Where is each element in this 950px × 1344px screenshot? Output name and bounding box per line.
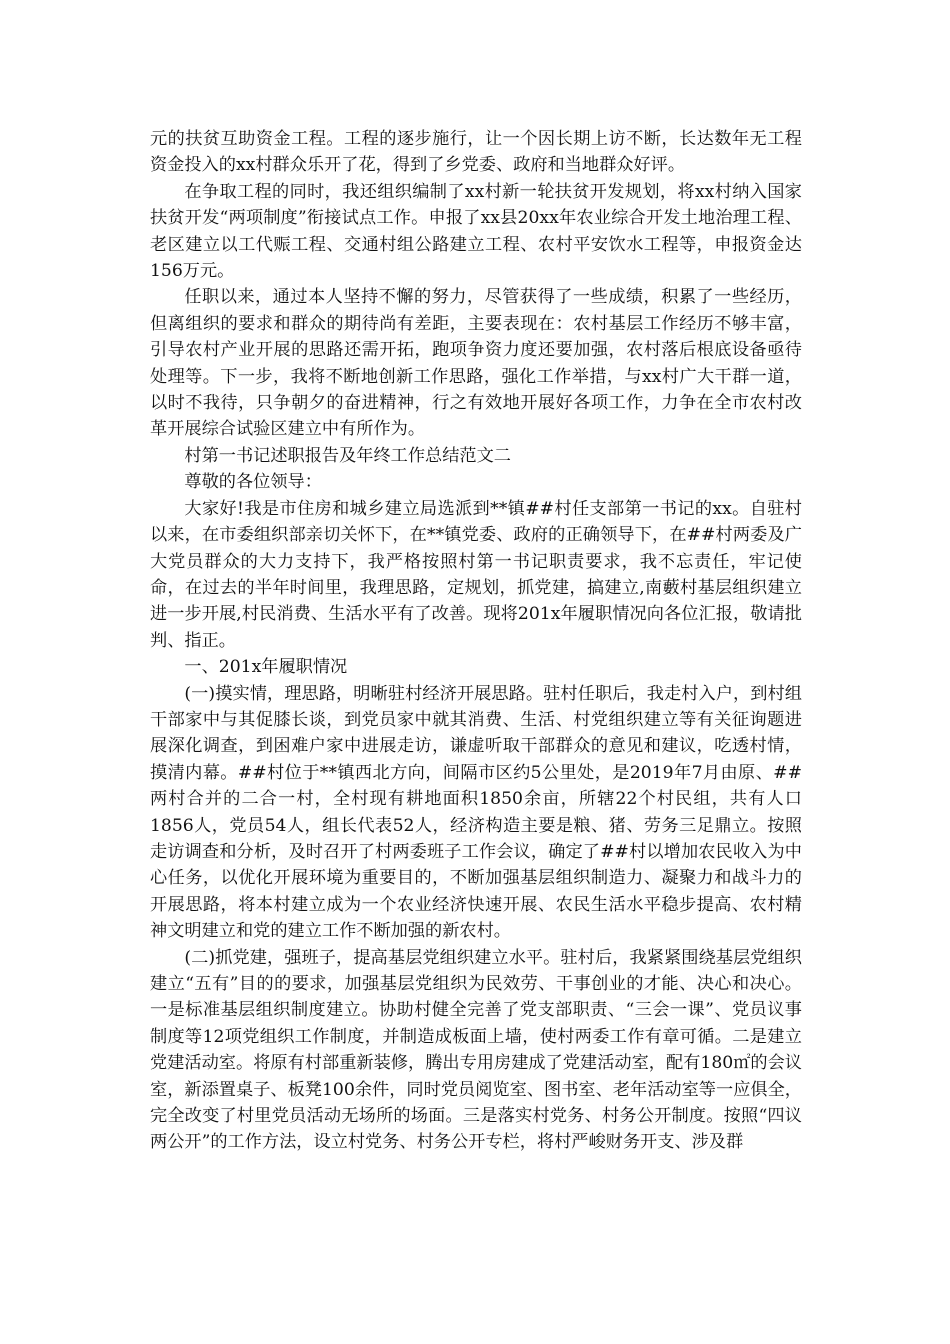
paragraph-item-1: (一)摸实情，理思路，明晰驻村经济开展思路。驻村任职后，我走村入户，到村组干部家中与其促膝长谈，到党员家中就其消费、生活、村党组织建立等有关征询题进展深化调查，到困难户家中进展走访，谦虚听取干部群众的意见和建议，吃透村情，摸清内幕。##村位于**镇西北方向，间隔市区约5公里处，是2019年7月由原、##两村合并的二合一村，全村现有耕地面积1850余亩，所辖22个村民组，共有人口1856人，党员54人，组长代表52人，经济构造主要是粮、猪、劳务三足鼎立。按照走访调查和分析，及时召开了村两委班子工作会议，确定了##村以增加农民收入为中心任务，以优化开展环境为重要目的，不断加强基层组织制造力、凝聚力和战斗力的开展思路，将本村建立成为一个农业经济快速开展、农民生活水平稳步提高、农村精神文明建立和党的建立工作不断加强的新农村。 [150,683,802,942]
paragraph-3: 任职以来，通过本人坚持不懈的努力，尽管获得了一些成绩，积累了一些经历，但离组织的要求和群众的期待尚有差距，主要表现在：农村基层工作经历不够丰富，引导农村产业开展的思路还需开拓，跑项争资力度还要加强，农村落后根底设备亟待处理等。下一步，我将不断地创新工作思路，强化工作举措，与xx村广大干群一道，以时不我待，只争朝夕的奋进精神，行之有效地开展好各项工作，力争在全市农村改革开展综合试验区建立中有所作为。 [150,287,802,440]
paragraph-2: 在争取工程的同时，我还组织编制了xx村新一轮扶贫开发规划，将xx村纳入国家扶贫开发“两项制度”衔接试点工作。申报了xx县20xx年农业综合开发土地治理工程、老区建立以工代赈工程、交通村组公路建立工程、农村平安饮水工程等，申报资金达156万元。 [150,181,802,282]
document-page [150,126,802,1156]
section-title: 村第一书记述职报告及年终工作总结范文二 [184,445,511,466]
salutation: 尊敬的各位领导： [184,472,322,493]
heading-1: 一、201x年履职情况 [184,657,348,678]
paragraph-1: 元的扶贫互助资金工程。工程的逐步施行，让一个因长期上访不断，长达数年无工程资金投入的xx村群众乐开了花，得到了乡党委、政府和当地群众好评。 [150,129,802,176]
paragraph-item-2: (二)抓党建，强班子，提高基层党组织建立水平。驻村后，我紧紧围绕基层党组织建立“五有”目的的要求，加强基层党组织为民效劳、干事创业的才能、决心和决心。一是标准基层组织制度建立。协助村健全完善了党支部职责、“三会一课”、党员议事制度等12项党组织工作制度，并制造成板面上墙，使村两委工作有章可循。二是建立党建活动室。将原有村部重新装修，腾出专用房建成了党建活动室，配有180㎡的会议室，新添置桌子、板凳100余件，同时党员阅览室、图书室、老年活动室等一应俱全，完全改变了村里党员活动无场所的场面。三是落实村党务、村务公开制度。按照“四议两公开”的工作方法，设立村党务、村务公开专栏，将村严峻财务开支、涉及群 [150,947,802,1153]
paragraph-intro: 大家好!我是市住房和城乡建立局选派到**镇##村任支部第一书记的xx。自驻村以来，在市委组织部亲切关怀下，在**镇党委、政府的正确领导下，在##村两委及广大党员群众的大力支持下，我严格按照村第一书记职责要求，我不忘责任，牢记使命，在过去的半年时间里，我理思路，定规划，抓党建，搞建立,南藪村基层组织建立进一步开展,村民消费、生活水平有了改善。现将201x年履职情况向各位汇报，敬请批判、指正。 [150,498,802,651]
